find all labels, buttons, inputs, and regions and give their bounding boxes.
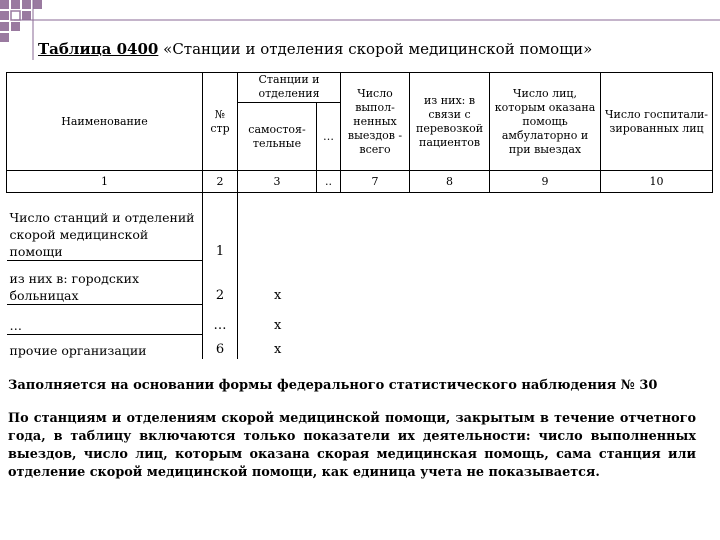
header-transport: из них: в связи с перевозкой пациентов xyxy=(410,73,490,171)
header-dots: … xyxy=(317,103,341,171)
col-number: 9 xyxy=(490,171,601,193)
col-number: 8 xyxy=(410,171,490,193)
row-number: 6 xyxy=(203,335,238,359)
table-row xyxy=(7,261,713,305)
header-people: Число лиц, которым оказана помощь амбулаторно и при выездах xyxy=(490,73,601,171)
header-stations-group: Станции и отделения xyxy=(238,73,341,103)
col-number: .. xyxy=(317,171,341,193)
row-number: 1 xyxy=(203,193,238,261)
row-name: Число станций и отделений скорой медицинской помощи xyxy=(7,193,203,261)
header-visits: Число выпол-ненных выездов - всего xyxy=(341,73,410,171)
table-label: Таблица 0400 xyxy=(38,40,159,58)
row-cell-3: х xyxy=(274,341,282,357)
col-number: 3 xyxy=(238,171,317,193)
header-name: Наименование xyxy=(7,73,203,171)
row-name: из них в: городских больницах xyxy=(7,261,203,305)
col-number: 10 xyxy=(601,171,713,193)
table-title: «Станции и отделения скорой медицинской помощи» xyxy=(163,40,593,58)
source-note: Заполняется на основании формы федерального статистического наблюдения № 30 xyxy=(8,378,658,393)
row-cell-3 xyxy=(238,193,713,261)
closed-stations-note: По станциям и отделениям скорой медицинской помощи, закрытым в течение отчетного года, в таблицу включаются только показатели их деятельности: число выполненных выездов, число лиц, которым оказана скорая медицинская помощь, сама станция или отделение скорой медицинской помощи, как единица учета не показывается. xyxy=(8,411,696,480)
table-row xyxy=(7,193,713,261)
statistics-table xyxy=(6,72,713,359)
row-number: 2 xyxy=(203,261,238,305)
header-row-no: № стр xyxy=(203,73,238,171)
table-row xyxy=(7,335,713,359)
row-name: прочие организации xyxy=(7,335,203,359)
row-name: … xyxy=(7,305,203,335)
row-number: … xyxy=(203,305,238,335)
row-cell-3: х xyxy=(274,287,282,303)
header-hospitalized: Число госпитали-зированных лиц xyxy=(601,73,713,171)
table-row xyxy=(7,305,713,335)
col-number: 7 xyxy=(341,171,410,193)
row-cell-3: х xyxy=(274,317,282,333)
header-independent: самостоя-тельные xyxy=(238,103,317,171)
col-number: 2 xyxy=(203,171,238,193)
page-title xyxy=(38,40,592,58)
col-number: 1 xyxy=(7,171,203,193)
